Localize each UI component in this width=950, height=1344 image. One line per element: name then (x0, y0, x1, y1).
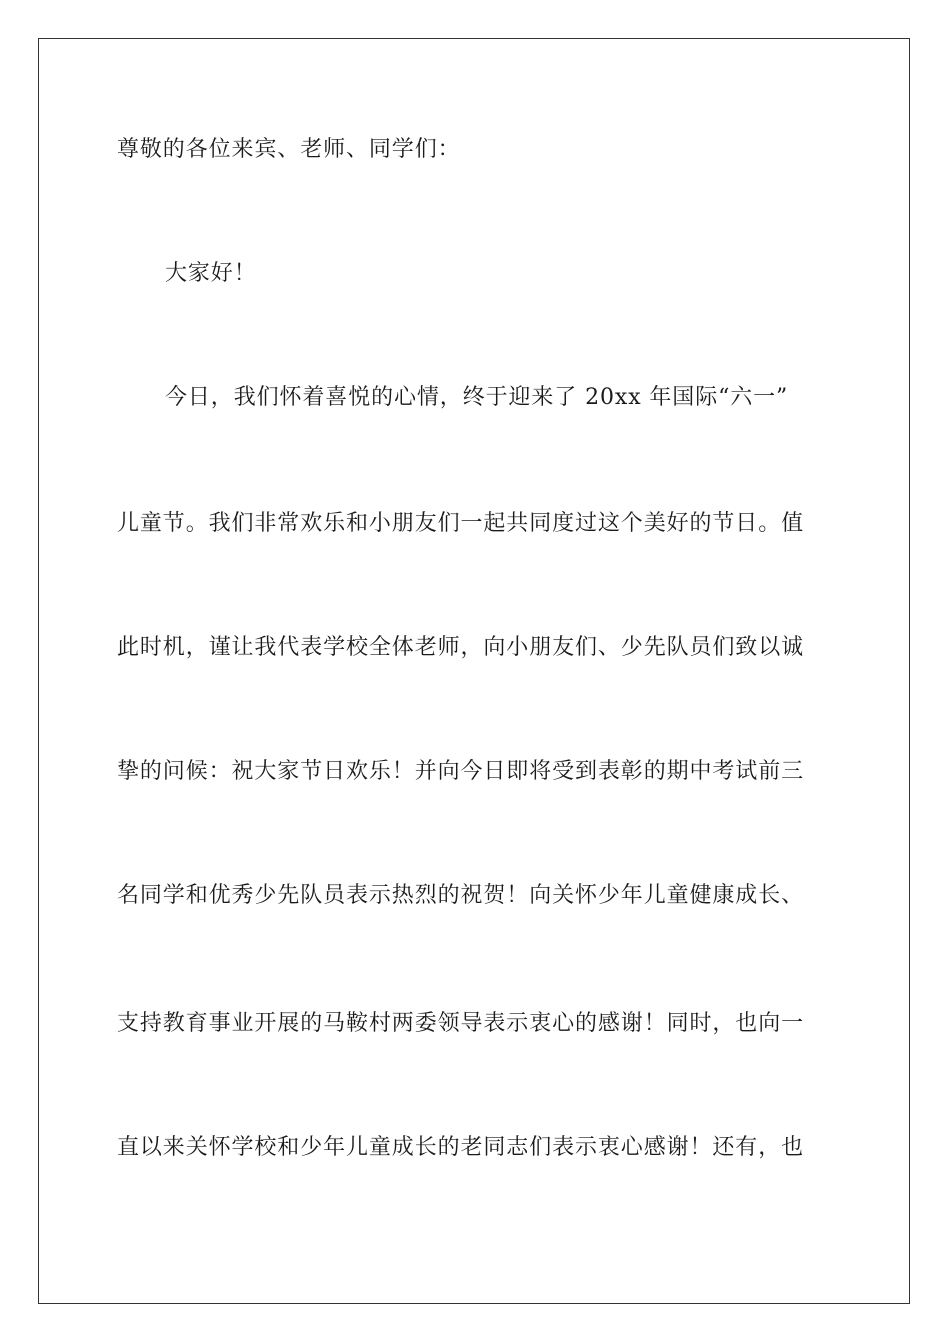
paragraph-line: 直以来关怀学校和少年儿童成长的老同志们表示衷心感谢！还有，也 (117, 1135, 805, 1160)
greeting-text: 大家好！ (165, 261, 257, 286)
paragraph-line: 挚的问候：祝大家节日欢乐！并向今日即将受到表彰的期中考试前三 (117, 759, 805, 784)
paragraph-line: 此时机，谨让我代表学校全体老师，向小朋友们、少先队员们致以诚 (117, 635, 805, 660)
paragraph-line: 儿童节。我们非常欢乐和小朋友们一起共同度过这个美好的节日。值 (117, 511, 805, 536)
salutation-text: 尊敬的各位来宾、老师、同学们： (117, 137, 461, 162)
paragraph-line: 今日，我们怀着喜悦的心情，终于迎来了 20xx 年国际“六一” (165, 385, 789, 410)
paragraph-line: 名同学和优秀少先队员表示热烈的祝贺！向关怀少年儿童健康成长、 (117, 883, 805, 908)
paragraph-line: 支持教育事业开展的马鞍村两委领导表示衷心的感谢！同时，也向一 (117, 1011, 805, 1036)
page-border (38, 38, 910, 1304)
